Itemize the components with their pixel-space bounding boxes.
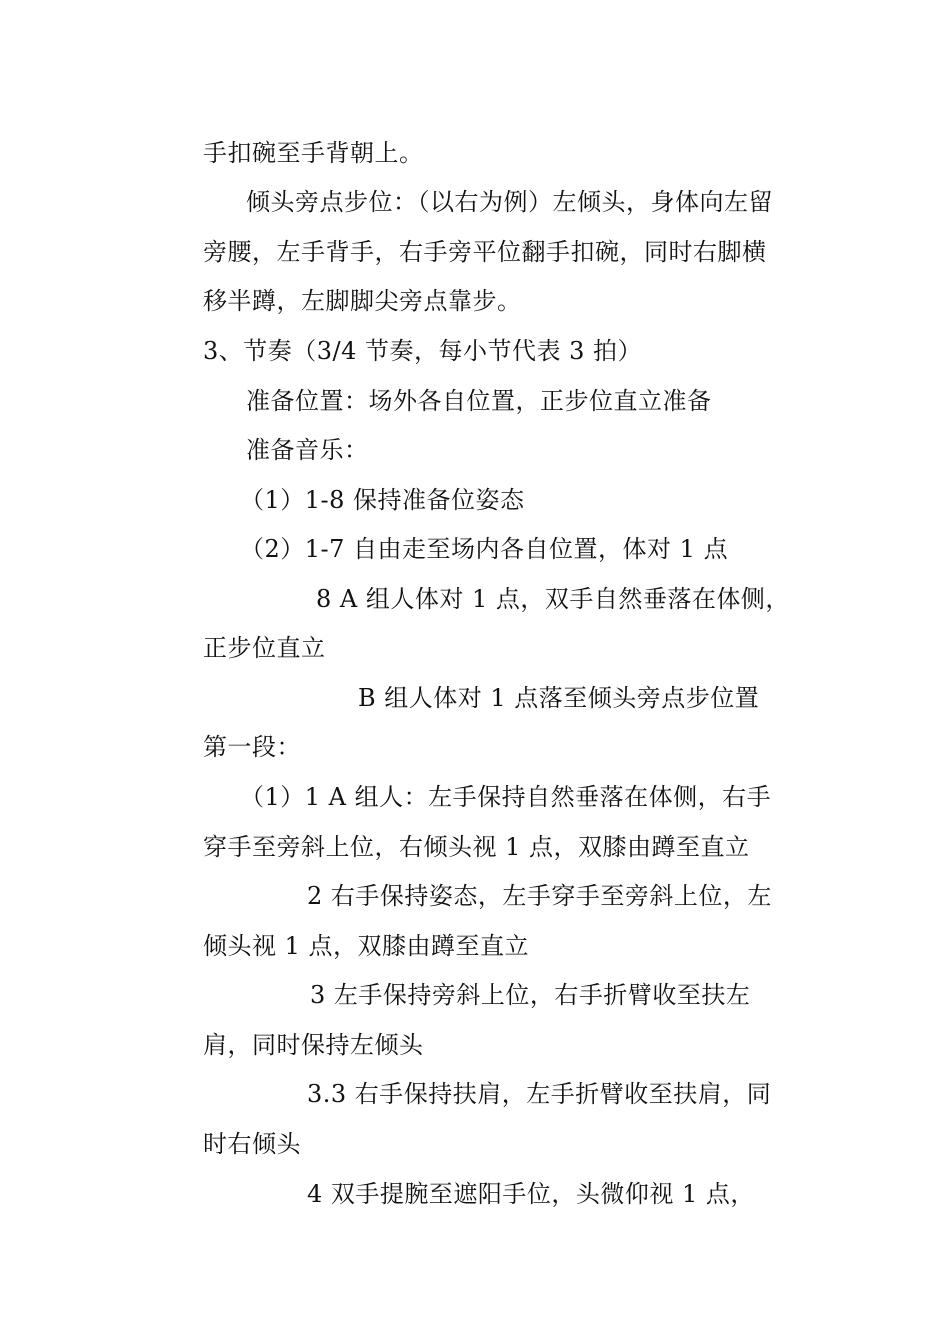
text-line-19: 肩，同时保持左倾头 bbox=[203, 1031, 424, 1059]
text-line-16: 2 右手保持姿态，左手穿手至旁斜上位，左 bbox=[307, 882, 772, 910]
text-line-1: 手扣碗至手背朝上。 bbox=[203, 139, 424, 167]
text-line-10: 8 A 组人体对 1 点，双手自然垂落在体侧， bbox=[316, 585, 790, 613]
text-line-9: （2）1-7 自由走至场内各自位置，体对 1 点 bbox=[240, 535, 729, 563]
text-line-17: 倾头视 1 点，双膝由蹲至直立 bbox=[203, 932, 530, 960]
text-line-8: （1）1-8 保持准备位姿态 bbox=[240, 486, 525, 514]
text-line-18: 3 左手保持旁斜上位，右手折臂收至扶左 bbox=[310, 981, 751, 1009]
text-line-22: 4 双手提腕至遮阳手位，头微仰视 1 点， bbox=[307, 1180, 755, 1208]
text-line-6: 准备位置：场外各自位置，正步位直立准备 bbox=[246, 387, 712, 415]
section-heading-part-one: 第一段： bbox=[203, 733, 301, 761]
text-line-20: 3.3 右手保持扶肩，左手折臂收至扶肩，同 bbox=[307, 1080, 772, 1108]
text-line-15: 穿手至旁斜上位，右倾头视 1 点，双膝由蹲至直立 bbox=[203, 833, 750, 861]
section-heading-rhythm: 3、节奏（3/4 节奏，每小节代表 3 拍） bbox=[203, 337, 643, 365]
text-line-11: 正步位直立 bbox=[203, 634, 326, 662]
text-line-2: 倾头旁点步位：（以右为例）左倾头，身体向左留 bbox=[246, 188, 773, 216]
text-line-7: 准备音乐： bbox=[246, 436, 369, 464]
text-line-4: 移半蹲，左脚脚尖旁点靠步。 bbox=[203, 287, 522, 315]
text-line-14: （1）1 A 组人：左手保持自然垂落在体侧，右手 bbox=[240, 783, 772, 811]
text-line-21: 时右倾头 bbox=[203, 1130, 301, 1158]
text-line-3: 旁腰，左手背手，右手旁平位翻手扣碗，同时右脚横 bbox=[203, 238, 767, 266]
text-line-12: B 组人体对 1 点落至倾头旁点步位置 bbox=[358, 684, 760, 712]
